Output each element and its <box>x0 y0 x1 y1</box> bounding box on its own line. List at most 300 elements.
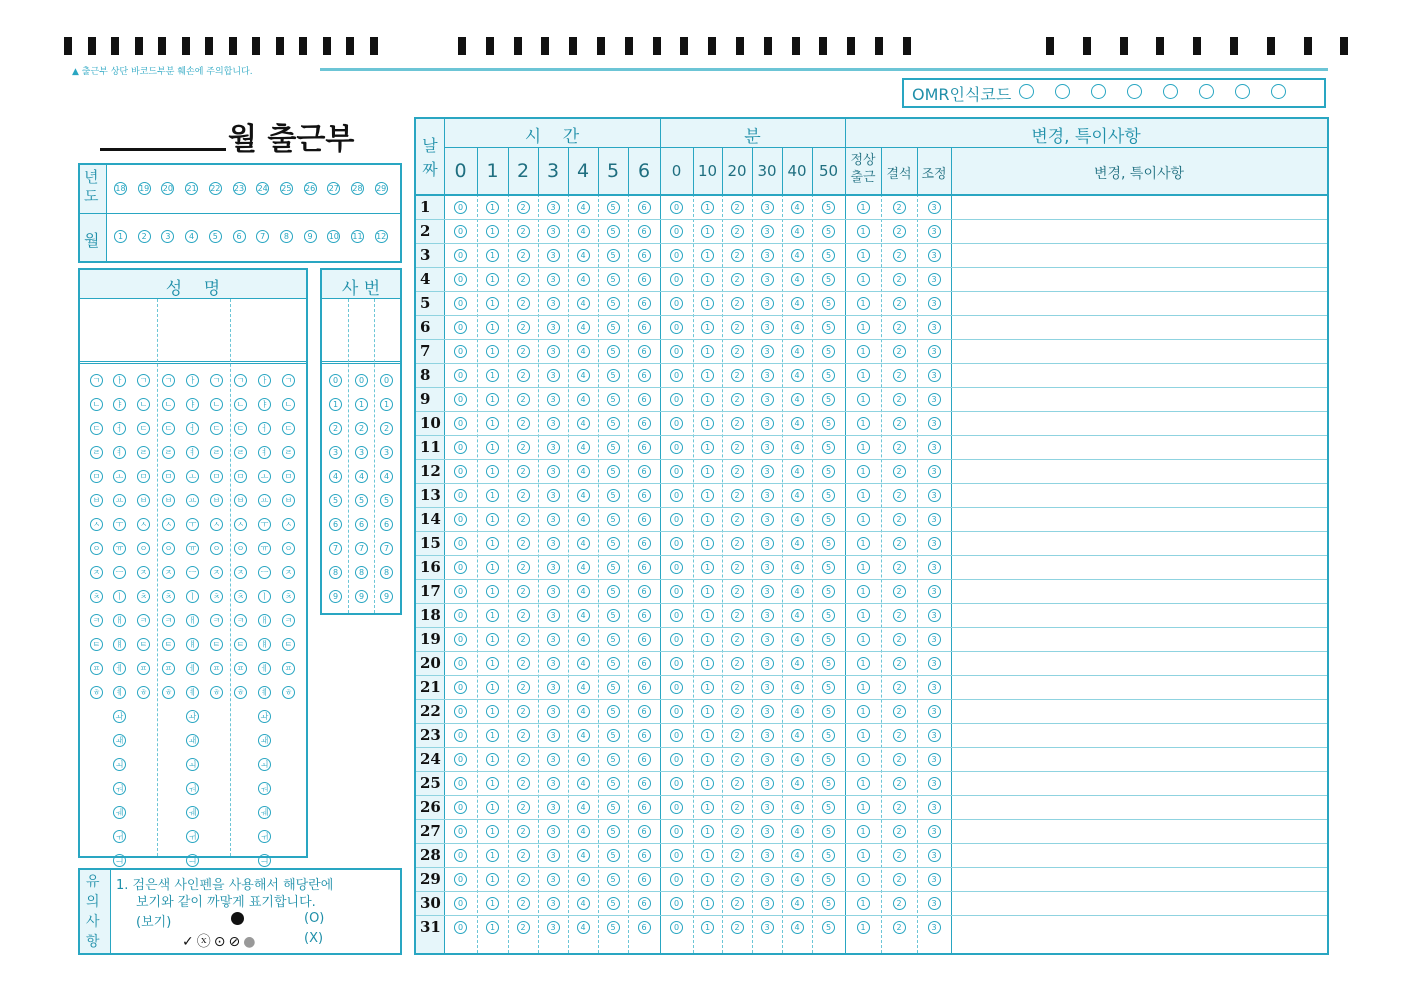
hour-bubble[interactable]: 6 <box>638 729 651 742</box>
final-consonant-bubble[interactable]: ㅌ <box>210 638 223 651</box>
minute-bubble[interactable]: 4 <box>791 225 804 238</box>
initial-consonant-bubble[interactable]: ㅋ <box>162 614 175 627</box>
status-bubble[interactable]: 2 <box>893 561 906 574</box>
hour-bubble[interactable]: 2 <box>517 561 530 574</box>
final-consonant-bubble[interactable]: ㄹ <box>137 446 150 459</box>
month-option-bubble[interactable]: 4 <box>185 230 198 243</box>
minute-bubble[interactable]: 3 <box>761 393 774 406</box>
hour-bubble[interactable]: 3 <box>547 753 560 766</box>
hour-bubble[interactable]: 2 <box>517 465 530 478</box>
hour-bubble[interactable]: 5 <box>607 873 620 886</box>
hour-bubble[interactable]: 0 <box>454 513 467 526</box>
hour-bubble[interactable]: 0 <box>454 297 467 310</box>
minute-bubble[interactable]: 1 <box>701 801 714 814</box>
minute-bubble[interactable]: 2 <box>731 705 744 718</box>
omr-code-bubble[interactable] <box>1127 84 1142 99</box>
status-bubble[interactable]: 2 <box>893 489 906 502</box>
minute-bubble[interactable]: 0 <box>670 873 683 886</box>
minute-bubble[interactable]: 2 <box>731 393 744 406</box>
minute-bubble[interactable]: 1 <box>701 705 714 718</box>
hour-bubble[interactable]: 4 <box>577 777 590 790</box>
minute-bubble[interactable]: 4 <box>791 513 804 526</box>
status-bubble[interactable]: 2 <box>893 705 906 718</box>
hour-bubble[interactable]: 1 <box>486 201 499 214</box>
minute-bubble[interactable]: 1 <box>701 201 714 214</box>
vowel-bubble[interactable]: ㅕ <box>258 446 271 459</box>
minute-bubble[interactable]: 2 <box>731 681 744 694</box>
minute-bubble[interactable]: 4 <box>791 657 804 670</box>
final-consonant-bubble[interactable]: ㅅ <box>210 518 223 531</box>
minute-bubble[interactable]: 4 <box>791 249 804 262</box>
minute-bubble[interactable]: 0 <box>670 489 683 502</box>
vowel-bubble[interactable]: ㅙ <box>186 734 199 747</box>
remarks-cell[interactable] <box>952 531 1326 555</box>
vowel-bubble[interactable]: ㅚ <box>258 758 271 771</box>
vowel-bubble[interactable]: ㅞ <box>113 806 126 819</box>
minute-bubble[interactable]: 0 <box>670 777 683 790</box>
hour-bubble[interactable]: 2 <box>517 873 530 886</box>
hour-bubble[interactable]: 5 <box>607 249 620 262</box>
minute-bubble[interactable]: 4 <box>791 441 804 454</box>
hour-bubble[interactable]: 5 <box>607 729 620 742</box>
minute-bubble[interactable]: 4 <box>791 681 804 694</box>
hour-bubble[interactable]: 3 <box>547 417 560 430</box>
hour-bubble[interactable]: 4 <box>577 321 590 334</box>
minute-bubble[interactable]: 2 <box>731 801 744 814</box>
minute-bubble[interactable]: 0 <box>670 225 683 238</box>
minute-bubble[interactable]: 1 <box>701 657 714 670</box>
status-bubble[interactable]: 3 <box>928 705 941 718</box>
omr-code-bubble[interactable] <box>1091 84 1106 99</box>
minute-bubble[interactable]: 5 <box>822 417 835 430</box>
hour-bubble[interactable]: 6 <box>638 225 651 238</box>
minute-bubble[interactable]: 4 <box>791 585 804 598</box>
minute-bubble[interactable]: 2 <box>731 465 744 478</box>
minute-bubble[interactable]: 5 <box>822 657 835 670</box>
hour-bubble[interactable]: 5 <box>607 201 620 214</box>
hour-bubble[interactable]: 6 <box>638 369 651 382</box>
hour-bubble[interactable]: 4 <box>577 561 590 574</box>
hour-bubble[interactable]: 4 <box>577 201 590 214</box>
status-bubble[interactable]: 2 <box>893 249 906 262</box>
final-consonant-bubble[interactable]: ㅊ <box>137 590 150 603</box>
minute-bubble[interactable]: 0 <box>670 657 683 670</box>
hour-bubble[interactable]: 3 <box>547 897 560 910</box>
status-bubble[interactable]: 1 <box>857 417 870 430</box>
minute-bubble[interactable]: 2 <box>731 321 744 334</box>
minute-bubble[interactable]: 3 <box>761 801 774 814</box>
hour-bubble[interactable]: 1 <box>486 801 499 814</box>
minute-bubble[interactable]: 5 <box>822 489 835 502</box>
minute-bubble[interactable]: 1 <box>701 921 714 934</box>
minute-bubble[interactable]: 2 <box>731 753 744 766</box>
remarks-cell[interactable] <box>952 387 1326 411</box>
minute-bubble[interactable]: 5 <box>822 561 835 574</box>
minute-bubble[interactable]: 3 <box>761 657 774 670</box>
minute-bubble[interactable]: 5 <box>822 609 835 622</box>
status-bubble[interactable]: 3 <box>928 489 941 502</box>
initial-consonant-bubble[interactable]: ㅈ <box>90 566 103 579</box>
final-consonant-bubble[interactable]: ㅁ <box>210 470 223 483</box>
minute-bubble[interactable]: 0 <box>670 849 683 862</box>
initial-consonant-bubble[interactable]: ㄹ <box>90 446 103 459</box>
status-bubble[interactable]: 2 <box>893 465 906 478</box>
final-consonant-bubble[interactable]: ㅋ <box>210 614 223 627</box>
final-consonant-bubble[interactable]: ㅎ <box>282 686 295 699</box>
hour-bubble[interactable]: 5 <box>607 801 620 814</box>
remarks-cell[interactable] <box>952 843 1326 867</box>
vowel-bubble[interactable]: ㅏ <box>258 374 271 387</box>
status-bubble[interactable]: 2 <box>893 681 906 694</box>
employee-id-digit-bubble[interactable]: 5 <box>355 494 368 507</box>
status-bubble[interactable]: 2 <box>893 369 906 382</box>
hour-bubble[interactable]: 1 <box>486 729 499 742</box>
status-bubble[interactable]: 3 <box>928 249 941 262</box>
minute-bubble[interactable]: 2 <box>731 225 744 238</box>
remarks-cell[interactable] <box>952 507 1326 531</box>
minute-bubble[interactable]: 1 <box>701 321 714 334</box>
vowel-bubble[interactable]: ㅗ <box>113 470 126 483</box>
minute-bubble[interactable]: 1 <box>701 417 714 430</box>
minute-bubble[interactable]: 3 <box>761 777 774 790</box>
initial-consonant-bubble[interactable]: ㅍ <box>162 662 175 675</box>
remarks-cell[interactable] <box>952 723 1326 747</box>
hour-bubble[interactable]: 3 <box>547 297 560 310</box>
employee-id-digit-bubble[interactable]: 8 <box>380 566 393 579</box>
initial-consonant-bubble[interactable]: ㅎ <box>90 686 103 699</box>
hour-bubble[interactable]: 2 <box>517 345 530 358</box>
vowel-bubble[interactable]: ㅠ <box>113 542 126 555</box>
minute-bubble[interactable]: 4 <box>791 345 804 358</box>
minute-bubble[interactable]: 5 <box>822 921 835 934</box>
hour-bubble[interactable]: 3 <box>547 801 560 814</box>
vowel-bubble[interactable]: ㅖ <box>186 686 199 699</box>
vowel-bubble[interactable]: ㅠ <box>186 542 199 555</box>
final-consonant-bubble[interactable]: ㅈ <box>282 566 295 579</box>
vowel-bubble[interactable]: ㅛ <box>186 494 199 507</box>
minute-bubble[interactable]: 5 <box>822 465 835 478</box>
hour-bubble[interactable]: 6 <box>638 705 651 718</box>
hour-bubble[interactable]: 5 <box>607 849 620 862</box>
hour-bubble[interactable]: 5 <box>607 321 620 334</box>
hour-bubble[interactable]: 3 <box>547 321 560 334</box>
employee-id-digit-bubble[interactable]: 2 <box>355 422 368 435</box>
vowel-bubble[interactable]: ㅞ <box>186 806 199 819</box>
minute-bubble[interactable]: 4 <box>791 297 804 310</box>
hour-bubble[interactable]: 1 <box>486 513 499 526</box>
vowel-bubble[interactable]: ㅞ <box>258 806 271 819</box>
hour-bubble[interactable]: 5 <box>607 441 620 454</box>
vowel-bubble[interactable]: ㅓ <box>113 422 126 435</box>
vowel-bubble[interactable]: ㅔ <box>186 662 199 675</box>
initial-consonant-bubble[interactable]: ㅊ <box>90 590 103 603</box>
status-bubble[interactable]: 1 <box>857 633 870 646</box>
month-option-bubble[interactable]: 12 <box>376 232 387 241</box>
remarks-cell[interactable] <box>952 267 1326 291</box>
hour-bubble[interactable]: 5 <box>607 705 620 718</box>
remarks-cell[interactable] <box>952 675 1326 699</box>
vowel-bubble[interactable]: ㅡ <box>258 566 271 579</box>
remarks-cell[interactable] <box>952 363 1326 387</box>
hour-bubble[interactable]: 0 <box>454 777 467 790</box>
hour-bubble[interactable]: 1 <box>486 873 499 886</box>
hour-bubble[interactable]: 1 <box>486 297 499 310</box>
minute-bubble[interactable]: 5 <box>822 297 835 310</box>
minute-bubble[interactable]: 2 <box>731 513 744 526</box>
hour-bubble[interactable]: 6 <box>638 441 651 454</box>
hour-bubble[interactable]: 3 <box>547 273 560 286</box>
remarks-cell[interactable] <box>952 771 1326 795</box>
hour-bubble[interactable]: 3 <box>547 777 560 790</box>
status-bubble[interactable]: 2 <box>893 753 906 766</box>
hour-bubble[interactable]: 3 <box>547 513 560 526</box>
employee-id-digit-bubble[interactable]: 8 <box>355 566 368 579</box>
hour-bubble[interactable]: 1 <box>486 609 499 622</box>
hour-bubble[interactable]: 5 <box>607 609 620 622</box>
final-consonant-bubble[interactable]: ㅍ <box>210 662 223 675</box>
month-option-bubble[interactable]: 10 <box>328 232 339 241</box>
status-bubble[interactable]: 3 <box>928 609 941 622</box>
vowel-bubble[interactable]: ㅚ <box>186 758 199 771</box>
hour-bubble[interactable]: 1 <box>486 393 499 406</box>
vowel-bubble[interactable]: ㅣ <box>113 590 126 603</box>
minute-bubble[interactable]: 3 <box>761 225 774 238</box>
hour-bubble[interactable]: 1 <box>486 585 499 598</box>
vowel-bubble[interactable]: ㅟ <box>258 830 271 843</box>
hour-bubble[interactable]: 1 <box>486 777 499 790</box>
vowel-bubble[interactable]: ㅔ <box>113 662 126 675</box>
remarks-cell[interactable] <box>952 699 1326 723</box>
hour-bubble[interactable]: 6 <box>638 585 651 598</box>
hour-bubble[interactable]: 0 <box>454 249 467 262</box>
final-consonant-bubble[interactable]: ㄱ <box>210 374 223 387</box>
minute-bubble[interactable]: 1 <box>701 873 714 886</box>
final-consonant-bubble[interactable]: ㄹ <box>282 446 295 459</box>
initial-consonant-bubble[interactable]: ㅈ <box>234 566 247 579</box>
status-bubble[interactable]: 1 <box>857 537 870 550</box>
vowel-bubble[interactable]: ㅠ <box>258 542 271 555</box>
hour-bubble[interactable]: 1 <box>486 633 499 646</box>
status-bubble[interactable]: 1 <box>857 729 870 742</box>
hour-bubble[interactable]: 6 <box>638 249 651 262</box>
hour-bubble[interactable]: 2 <box>517 225 530 238</box>
minute-bubble[interactable]: 1 <box>701 633 714 646</box>
final-consonant-bubble[interactable]: ㅁ <box>137 470 150 483</box>
hour-bubble[interactable]: 3 <box>547 729 560 742</box>
employee-id-digit-bubble[interactable]: 3 <box>380 446 393 459</box>
hour-bubble[interactable]: 1 <box>486 321 499 334</box>
initial-consonant-bubble[interactable]: ㅍ <box>234 662 247 675</box>
status-bubble[interactable]: 3 <box>928 273 941 286</box>
employee-id-digit-bubble[interactable]: 0 <box>329 374 342 387</box>
minute-bubble[interactable]: 5 <box>822 345 835 358</box>
status-bubble[interactable]: 3 <box>928 681 941 694</box>
minute-bubble[interactable]: 0 <box>670 297 683 310</box>
hour-bubble[interactable]: 1 <box>486 825 499 838</box>
minute-bubble[interactable]: 1 <box>701 825 714 838</box>
vowel-bubble[interactable]: ㅘ <box>258 710 271 723</box>
month-option-bubble[interactable]: 7 <box>256 230 269 243</box>
status-bubble[interactable]: 3 <box>928 585 941 598</box>
omr-code-bubble[interactable] <box>1163 84 1178 99</box>
initial-consonant-bubble[interactable]: ㅂ <box>234 494 247 507</box>
status-bubble[interactable]: 2 <box>893 921 906 934</box>
vowel-bubble[interactable]: ㅝ <box>186 782 199 795</box>
minute-bubble[interactable]: 2 <box>731 249 744 262</box>
vowel-bubble[interactable]: ㅣ <box>258 590 271 603</box>
hour-bubble[interactable]: 3 <box>547 369 560 382</box>
initial-consonant-bubble[interactable]: ㅁ <box>162 470 175 483</box>
final-consonant-bubble[interactable]: ㅂ <box>137 494 150 507</box>
minute-bubble[interactable]: 0 <box>670 921 683 934</box>
minute-bubble[interactable]: 2 <box>731 297 744 310</box>
hour-bubble[interactable]: 1 <box>486 537 499 550</box>
remarks-cell[interactable] <box>952 291 1326 315</box>
minute-bubble[interactable]: 1 <box>701 897 714 910</box>
minute-bubble[interactable]: 0 <box>670 249 683 262</box>
hour-bubble[interactable]: 0 <box>454 873 467 886</box>
hour-bubble[interactable]: 2 <box>517 777 530 790</box>
vowel-bubble[interactable]: ㅖ <box>258 686 271 699</box>
employee-id-digit-bubble[interactable]: 8 <box>329 566 342 579</box>
hour-bubble[interactable]: 2 <box>517 705 530 718</box>
minute-bubble[interactable]: 4 <box>791 729 804 742</box>
hour-bubble[interactable]: 0 <box>454 225 467 238</box>
hour-bubble[interactable]: 1 <box>486 369 499 382</box>
minute-bubble[interactable]: 5 <box>822 513 835 526</box>
minute-bubble[interactable]: 2 <box>731 729 744 742</box>
hour-bubble[interactable]: 6 <box>638 633 651 646</box>
hour-bubble[interactable]: 5 <box>607 657 620 670</box>
employee-id-digit-bubble[interactable]: 7 <box>355 542 368 555</box>
minute-bubble[interactable]: 2 <box>731 849 744 862</box>
hour-bubble[interactable]: 5 <box>607 897 620 910</box>
minute-bubble[interactable]: 5 <box>822 321 835 334</box>
minute-bubble[interactable]: 3 <box>761 849 774 862</box>
status-bubble[interactable]: 3 <box>928 417 941 430</box>
minute-bubble[interactable]: 1 <box>701 345 714 358</box>
vowel-bubble[interactable]: ㅟ <box>186 830 199 843</box>
initial-consonant-bubble[interactable]: ㅇ <box>162 542 175 555</box>
hour-bubble[interactable]: 0 <box>454 465 467 478</box>
hour-bubble[interactable]: 5 <box>607 393 620 406</box>
status-bubble[interactable]: 1 <box>857 585 870 598</box>
hour-bubble[interactable]: 6 <box>638 561 651 574</box>
vowel-bubble[interactable]: ㅓ <box>258 422 271 435</box>
vowel-bubble[interactable]: ㅡ <box>113 566 126 579</box>
year-option-bubble[interactable]: 27 <box>328 184 339 193</box>
final-consonant-bubble[interactable]: ㅇ <box>137 542 150 555</box>
hour-bubble[interactable]: 2 <box>517 321 530 334</box>
hour-bubble[interactable]: 1 <box>486 849 499 862</box>
minute-bubble[interactable]: 5 <box>822 249 835 262</box>
vowel-bubble[interactable]: ㅗ <box>258 470 271 483</box>
minute-bubble[interactable]: 3 <box>761 465 774 478</box>
minute-bubble[interactable]: 5 <box>822 729 835 742</box>
month-option-bubble[interactable]: 8 <box>280 230 293 243</box>
status-bubble[interactable]: 3 <box>928 321 941 334</box>
minute-bubble[interactable]: 5 <box>822 441 835 454</box>
hour-bubble[interactable]: 6 <box>638 465 651 478</box>
hour-bubble[interactable]: 1 <box>486 897 499 910</box>
minute-bubble[interactable]: 5 <box>822 201 835 214</box>
hour-bubble[interactable]: 5 <box>607 777 620 790</box>
omr-code-bubble[interactable] <box>1019 84 1034 99</box>
hour-bubble[interactable]: 4 <box>577 729 590 742</box>
minute-bubble[interactable]: 3 <box>761 753 774 766</box>
hour-bubble[interactable]: 0 <box>454 633 467 646</box>
final-consonant-bubble[interactable]: ㅂ <box>282 494 295 507</box>
vowel-bubble[interactable]: ㅒ <box>258 638 271 651</box>
minute-bubble[interactable]: 4 <box>791 393 804 406</box>
hour-bubble[interactable]: 6 <box>638 921 651 934</box>
hour-bubble[interactable]: 5 <box>607 753 620 766</box>
minute-bubble[interactable]: 1 <box>701 777 714 790</box>
hour-bubble[interactable]: 0 <box>454 201 467 214</box>
hour-bubble[interactable]: 2 <box>517 921 530 934</box>
vowel-bubble[interactable]: ㅑ <box>258 398 271 411</box>
minute-bubble[interactable]: 4 <box>791 897 804 910</box>
minute-bubble[interactable]: 0 <box>670 633 683 646</box>
hour-bubble[interactable]: 2 <box>517 585 530 598</box>
minute-bubble[interactable]: 3 <box>761 873 774 886</box>
status-bubble[interactable]: 3 <box>928 465 941 478</box>
hour-bubble[interactable]: 5 <box>607 225 620 238</box>
hour-bubble[interactable]: 4 <box>577 489 590 502</box>
employee-id-digit-bubble[interactable]: 6 <box>355 518 368 531</box>
hour-bubble[interactable]: 3 <box>547 393 560 406</box>
hour-bubble[interactable]: 3 <box>547 609 560 622</box>
minute-bubble[interactable]: 5 <box>822 897 835 910</box>
year-option-bubble[interactable]: 21 <box>186 184 197 193</box>
minute-bubble[interactable]: 2 <box>731 777 744 790</box>
initial-consonant-bubble[interactable]: ㅇ <box>234 542 247 555</box>
vowel-bubble[interactable]: ㅓ <box>186 422 199 435</box>
status-bubble[interactable]: 3 <box>928 729 941 742</box>
employee-id-digit-bubble[interactable]: 9 <box>355 590 368 603</box>
hour-bubble[interactable]: 2 <box>517 513 530 526</box>
initial-consonant-bubble[interactable]: ㅂ <box>90 494 103 507</box>
status-bubble[interactable]: 1 <box>857 609 870 622</box>
minute-bubble[interactable]: 0 <box>670 465 683 478</box>
hour-bubble[interactable]: 5 <box>607 561 620 574</box>
final-consonant-bubble[interactable]: ㅊ <box>282 590 295 603</box>
hour-bubble[interactable]: 0 <box>454 849 467 862</box>
status-bubble[interactable]: 1 <box>857 273 870 286</box>
hour-bubble[interactable]: 4 <box>577 225 590 238</box>
minute-bubble[interactable]: 3 <box>761 921 774 934</box>
initial-consonant-bubble[interactable]: ㄷ <box>234 422 247 435</box>
hour-bubble[interactable]: 4 <box>577 345 590 358</box>
hour-bubble[interactable]: 2 <box>517 273 530 286</box>
hour-bubble[interactable]: 4 <box>577 801 590 814</box>
hour-bubble[interactable]: 0 <box>454 585 467 598</box>
initial-consonant-bubble[interactable]: ㅋ <box>90 614 103 627</box>
initial-consonant-bubble[interactable]: ㄱ <box>90 374 103 387</box>
minute-bubble[interactable]: 0 <box>670 753 683 766</box>
status-bubble[interactable]: 2 <box>893 657 906 670</box>
hour-bubble[interactable]: 3 <box>547 345 560 358</box>
employee-id-digit-bubble[interactable]: 3 <box>329 446 342 459</box>
hour-bubble[interactable]: 4 <box>577 633 590 646</box>
minute-bubble[interactable]: 0 <box>670 609 683 622</box>
vowel-bubble[interactable]: ㅙ <box>258 734 271 747</box>
status-bubble[interactable]: 2 <box>893 417 906 430</box>
hour-bubble[interactable]: 2 <box>517 441 530 454</box>
final-consonant-bubble[interactable]: ㅇ <box>210 542 223 555</box>
month-option-bubble[interactable]: 1 <box>114 230 127 243</box>
vowel-bubble[interactable]: ㅗ <box>186 470 199 483</box>
